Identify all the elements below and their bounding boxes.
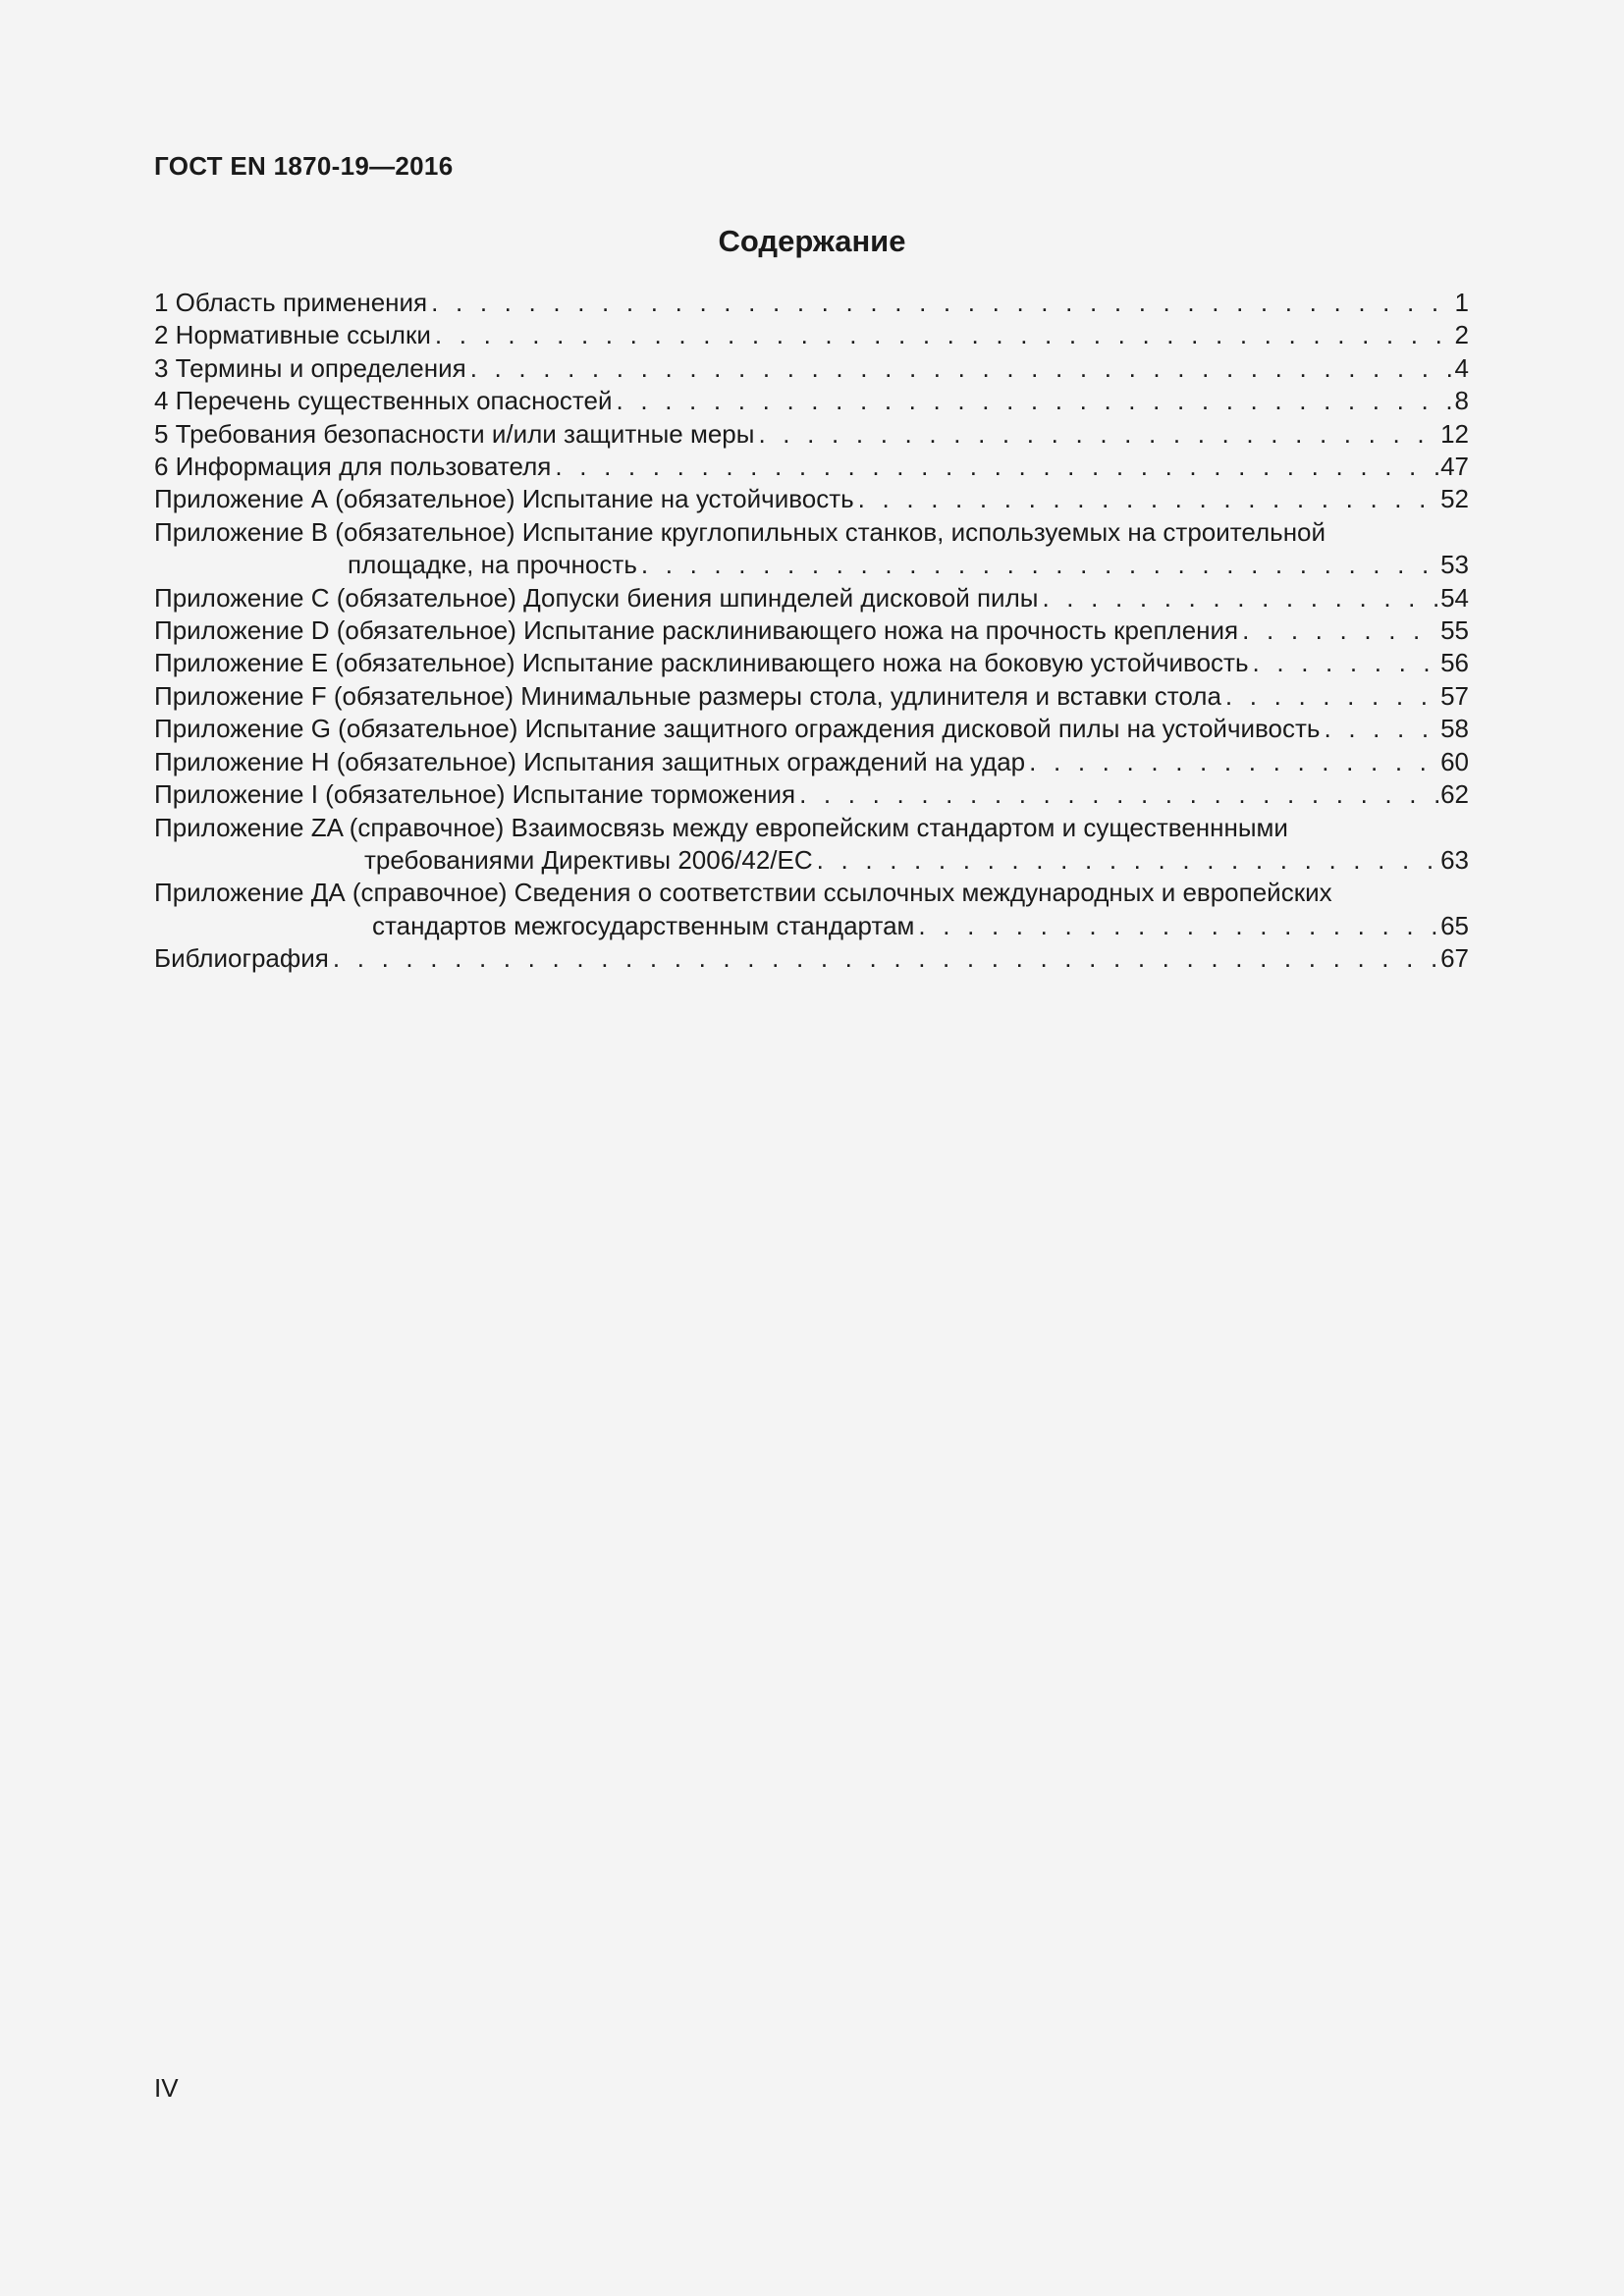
toc-page-number: 67 [1440,943,1469,974]
toc-page-number: 53 [1440,550,1469,580]
dot-leader [858,483,1438,515]
dot-leader [1225,680,1438,713]
toc-entry[interactable] [154,877,1469,942]
toc-entry[interactable] [154,746,1469,778]
dot-leader [435,319,1453,351]
toc-entry-title: 2 Нормативные ссылки [154,320,431,350]
toc-entry-title: Приложение В (обязательное) Испытание круглопильных станков, используемых на строительной [154,516,1326,547]
toc-entry[interactable] [154,942,1469,975]
toc-page-number: 63 [1440,844,1469,875]
toc-entry[interactable] [154,451,1469,483]
toc-entry[interactable] [154,385,1469,417]
toc-page-number: 1 [1454,288,1469,317]
dot-leader [641,549,1438,581]
toc-entry-title: 4 Перечень существенных опасностей [154,386,613,416]
toc-page-number: 56 [1440,648,1469,678]
toc-entry[interactable] [154,287,1469,319]
toc-entry-title: Приложение G (обязательное) Испытание защитного ограждения дисковой пилы на устойчивость [154,714,1321,744]
toc-page-number: 60 [1440,746,1469,776]
dot-leader [617,385,1453,417]
dot-leader [758,418,1438,451]
toc-entry-title: Приложение Е (обязательное) Испытание расклинивающего ножа на боковую устойчивость [154,648,1249,678]
toc-page-number: 12 [1440,418,1469,449]
toc-entry-title: Приложение ДА (справочное) Сведения о соответствии ссылочных международных и европейских [154,878,1332,908]
toc-title: Содержание [718,224,906,258]
toc-page-number: 52 [1440,484,1469,514]
dot-leader [1042,582,1438,614]
toc-entry-title: Библиография [154,943,329,974]
dot-leader [1029,746,1438,778]
toc-entry[interactable] [154,319,1469,351]
toc-page-number: 4 [1454,352,1469,383]
toc-entry-title: Приложение А (обязательное) Испытание на устойчивость [154,484,854,514]
dot-leader [555,451,1438,483]
dot-leader [1242,614,1438,647]
toc-entry[interactable] [154,352,1469,385]
dot-leader [1253,647,1439,679]
toc-entry[interactable] [154,418,1469,451]
toc-entry[interactable] [154,516,1469,582]
toc-page-number: 47 [1440,452,1469,482]
toc-entry-title-continuation: площадке, на прочность [348,550,637,580]
table-of-contents [154,287,1469,976]
dot-leader [918,910,1438,942]
toc-entry-title: 3 Термины и определения [154,352,466,383]
toc-entry-title: Приложение I (обязательное) Испытание торможения [154,779,796,810]
dot-leader [817,844,1438,877]
toc-entry-title: 5 Требования безопасности и/или защитные меры [154,418,755,449]
toc-entry-title-continuation: стандартов межгосударственным стандартам [372,910,915,940]
toc-entry[interactable] [154,680,1469,713]
toc-page-number: 54 [1440,582,1469,613]
toc-entry[interactable] [154,614,1469,647]
toc-entry-title: 1 Область применения [154,288,428,317]
toc-entry-title: Приложение Н (обязательное) Испытания защитных ограждений на удар [154,746,1026,776]
toc-page-number: 55 [1440,615,1469,646]
dot-leader [1324,713,1438,745]
document-code: ГОСТ EN 1870-19—2016 [154,151,454,181]
toc-entry-title: Приложение F (обязательное) Минимальные размеры стола, удлинителя и вставки стола [154,680,1221,711]
dot-leader [333,942,1438,975]
toc-entry[interactable] [154,483,1469,515]
toc-entry-title: Приложение С (обязательное) Допуски биения шпинделей дисковой пилы [154,582,1039,613]
toc-page-number: 58 [1440,714,1469,744]
dot-leader [431,287,1452,319]
toc-entry-title-continuation: требованиями Директивы 2006/42/ЕС [364,844,813,875]
toc-entry[interactable] [154,812,1469,878]
toc-entry[interactable] [154,778,1469,811]
toc-page-number: 62 [1440,779,1469,810]
toc-page-number: 65 [1440,910,1469,940]
toc-entry[interactable] [154,582,1469,614]
page-number: IV [154,2073,179,2103]
toc-entry[interactable] [154,713,1469,745]
toc-entry-title: Приложение ZA (справочное) Взаимосвязь между европейским стандартом и существеннными [154,812,1288,842]
toc-entry-title: Приложение D (обязательное) Испытание расклинивающего ножа на прочность крепления [154,615,1239,646]
toc-page-number: 2 [1454,320,1469,350]
toc-entry-title: 6 Информация для пользователя [154,452,552,482]
dot-leader [799,778,1438,811]
toc-entry[interactable] [154,647,1469,679]
toc-page-number: 8 [1454,386,1469,416]
toc-page-number: 57 [1440,680,1469,711]
dot-leader [470,352,1453,385]
